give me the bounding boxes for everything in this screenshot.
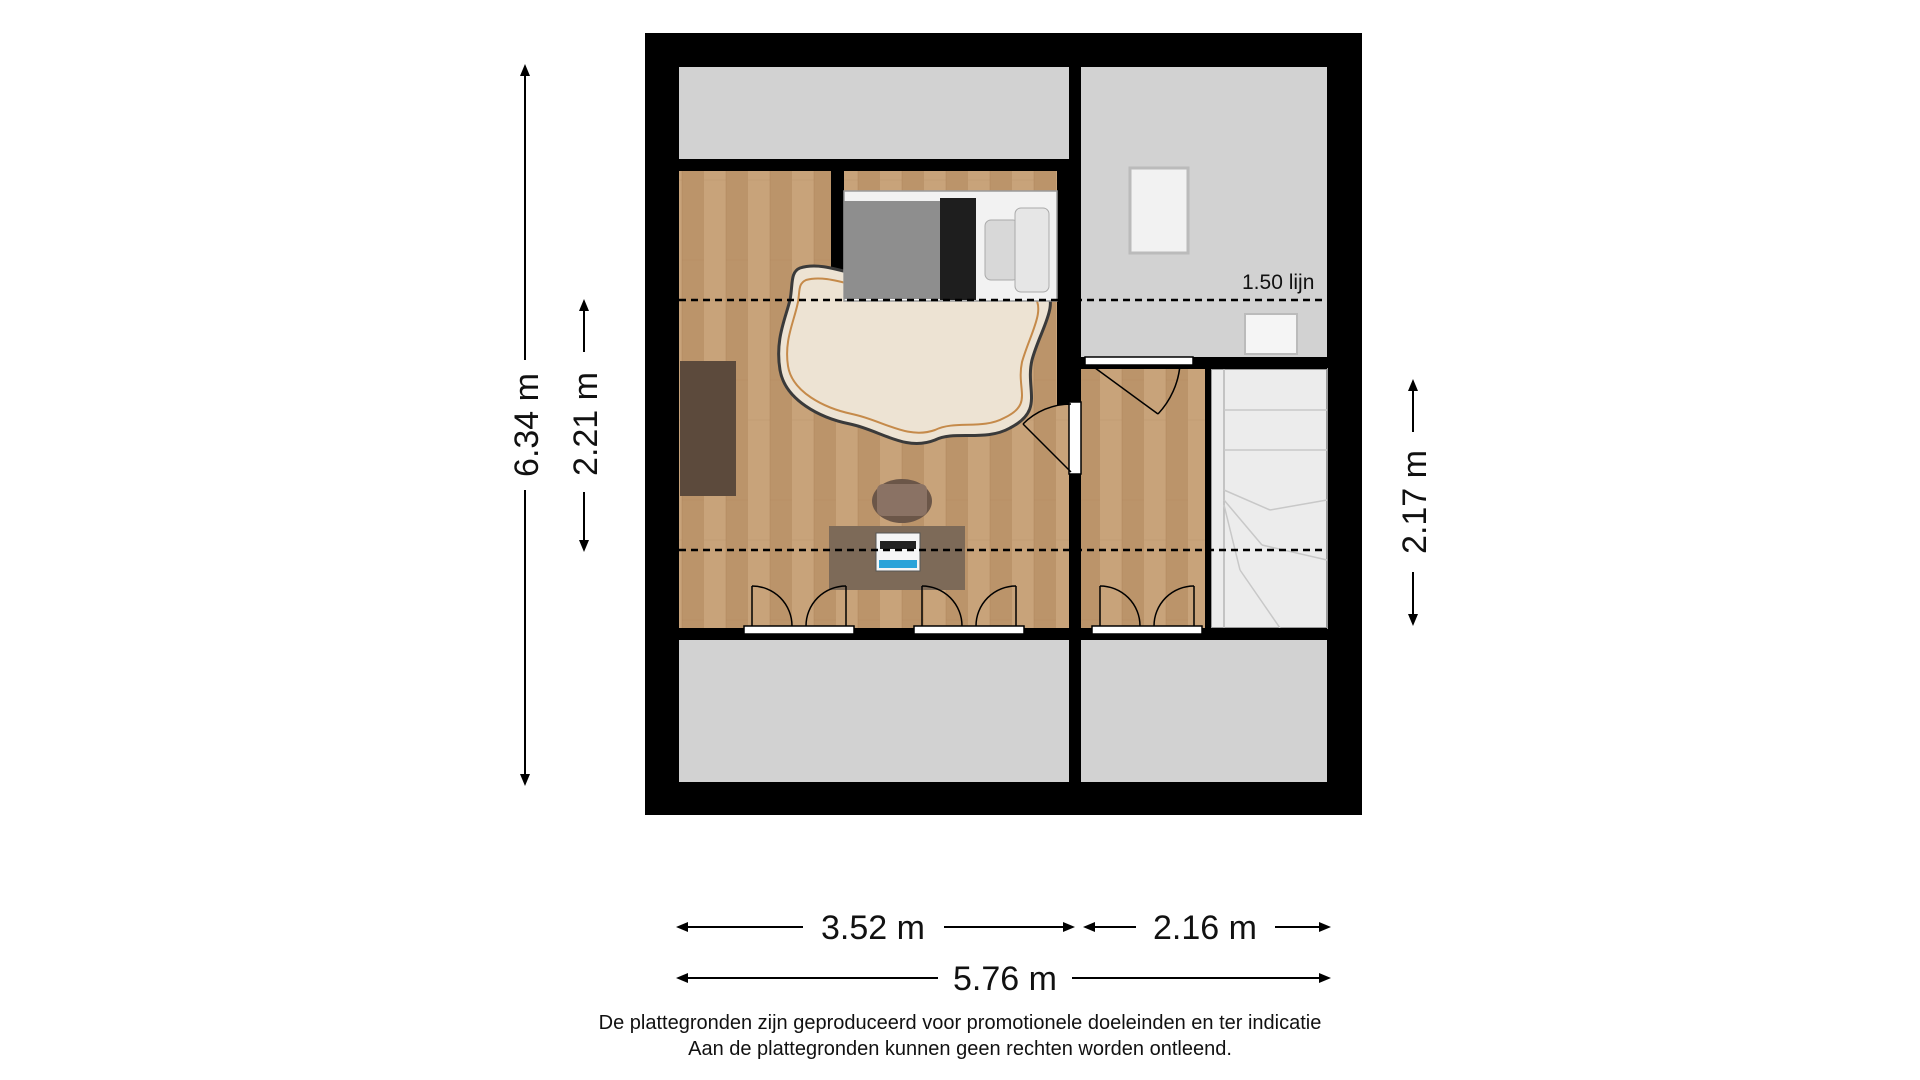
attic-storage-bottom-right: [1081, 640, 1327, 782]
attic-storage-bottom-left: [679, 640, 1069, 782]
disclaimer-line-1: De plattegronden zijn geproduceerd voor promotionele doeleinden en ter indicatie: [598, 1012, 1322, 1034]
wall-alcove-right: [1057, 159, 1069, 405]
dim-room-height-left-label: 2.21 m: [567, 372, 605, 476]
dim-total-height-label: 6.34 m: [508, 373, 546, 477]
attic-storage-top-left: [679, 67, 1069, 159]
skylight-bottom: [1245, 314, 1297, 354]
dim-total-width-label: 5.76 m: [953, 960, 1057, 998]
disclaimer-line-2: Aan de plattegronden kunnen geen rechten worden ontleend.: [688, 1038, 1232, 1060]
wall-stair-left: [1205, 369, 1211, 628]
skylight-top: [1130, 168, 1188, 253]
dim-width-left-label: 3.52 m: [821, 909, 925, 947]
dim-width-right-label: 2.16 m: [1153, 909, 1257, 947]
cabinet: [680, 361, 736, 496]
wall-alcove-top: [831, 159, 1069, 171]
staircase: [1211, 369, 1327, 628]
bed: [844, 191, 1057, 301]
height-line-label: 1.50 lijn: [1242, 271, 1315, 294]
dim-room-height-right-label: 2.17 m: [1396, 450, 1434, 554]
